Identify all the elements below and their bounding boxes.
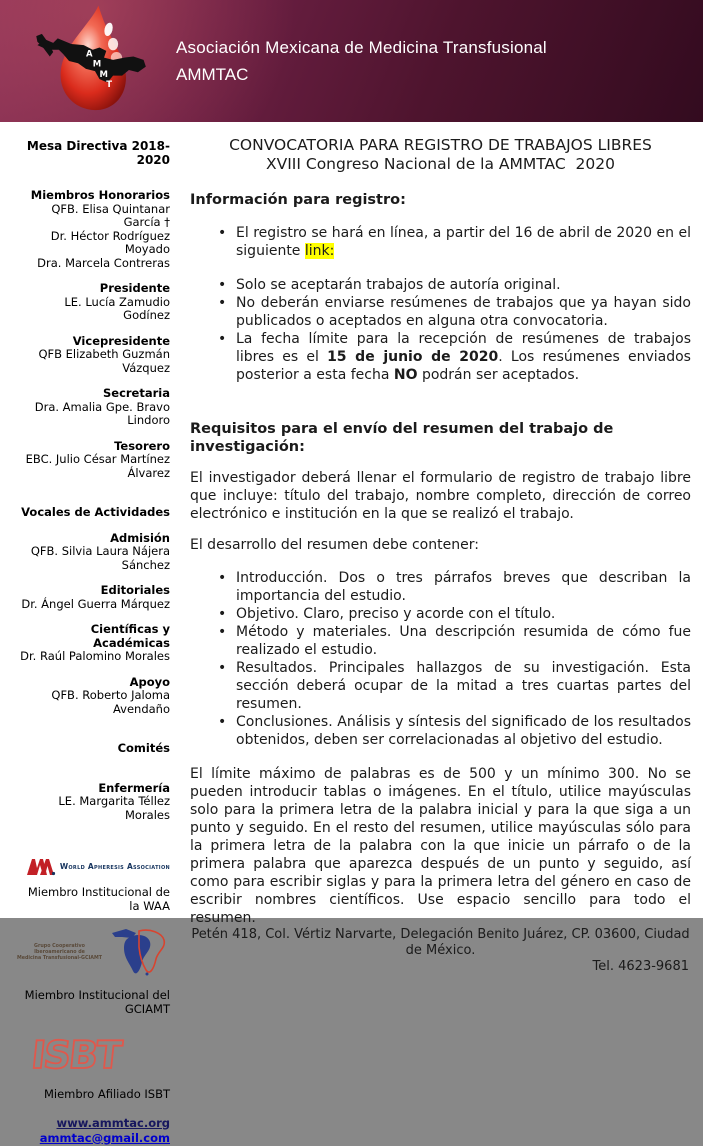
bullet-conclusiones: • Conclusiones. Análisis y síntesis del significado de los resultados obtenidos, deben ser correlacionadas al objetivo del estudio.: [218, 713, 691, 749]
header-banner: [0, 0, 703, 122]
resumen-bullet-list: [190, 569, 691, 749]
board-group-vocales: [16, 506, 170, 520]
role-label: Científicas y Académicas: [90, 622, 170, 650]
board-sidebar: [0, 122, 178, 1145]
logo-letter-a: A: [85, 48, 93, 59]
footer: [190, 927, 691, 975]
org-acronym: AMMTAC: [176, 65, 249, 84]
waa-mark-icon: [26, 858, 56, 876]
role-label: Presidente: [99, 281, 170, 295]
gciamt-text: Grupo Cooperativo Iberoamericano de Medicina Transfusional-GCIAMT: [16, 944, 103, 961]
svg-text:ISBT: ISBT: [29, 1033, 123, 1077]
board-group-apoyo: [16, 676, 170, 717]
member-name: LE. Margarita Téllez Morales: [58, 794, 170, 822]
role-label: Tesorero: [114, 438, 170, 453]
member-name: QFB Elizabeth Guzmán Vázquez: [38, 347, 170, 375]
bullet-resultados: • Resultados. Principales hallazgos de su investigación. Esta sección deberá ocupar de la mitad a tres cuartas partes del resumen.: [218, 659, 691, 713]
bullet-introduccion: • Introducción. Dos o tres párrafos breves que describan la importancia del estudio.: [218, 569, 691, 605]
member-name: Dra. Marcela Contreras: [37, 255, 170, 270]
requisitos-paragraph-1: El investigador deberá llenar el formulario de registro de trabajo libre que incluye: título del trabajo, nombre completo, dirección de correo electrónico e institución en la que se realizó el trabajo.: [190, 470, 691, 522]
role-label: Comités: [117, 741, 170, 755]
member-name: Dr. Ángel Guerra Márquez: [21, 596, 170, 611]
document-title-line2: XVIII Congreso Nacional de la AMMTAC 2020: [266, 155, 615, 173]
role-label: Miembros Honorarios: [30, 188, 170, 202]
bullet-autoria: • Solo se aceptarán trabajos de autoría original.: [218, 276, 691, 294]
board-group-cientificas: [16, 623, 170, 664]
board-group-secretaria: [16, 387, 170, 428]
no-emphasis: NO: [393, 367, 418, 383]
board-group-enfermeria: [16, 782, 170, 823]
role-label: Vicepresidente: [72, 333, 170, 348]
member-name: EBC. Julio César Martínez Álvarez: [25, 452, 170, 480]
member-name: QFB. Roberto Jaloma Avendaño: [51, 688, 170, 716]
affiliations: [16, 848, 170, 1116]
member-name: QFB. Silvia Laura Nájera Sánchez: [30, 544, 170, 572]
footer-phone: Tel. 4623-9681: [592, 959, 689, 974]
gciamt-logo: [16, 927, 170, 979]
board-group-comites: [16, 742, 170, 756]
isbt-mark-icon: [29, 1032, 136, 1078]
logo-letter-t: T: [106, 78, 113, 89]
role-label: Admisión: [110, 530, 170, 545]
member-name: Dr. Raúl Palomino Morales: [20, 649, 170, 663]
waa-name: World Apheresis Association: [59, 862, 170, 872]
link-highlight: link:: [304, 243, 335, 259]
ammtac-logo: [34, 4, 156, 122]
logo-letter-m2: M: [99, 68, 108, 79]
requisitos-heading: Requisitos para el envío del resumen del trabajo de investigación:: [190, 421, 614, 455]
info-bullet-list-1: [190, 224, 691, 260]
main-content: [178, 122, 703, 974]
member-name: QFB. Elisa Quintanar García †: [51, 201, 170, 229]
bullet-fecha-limite: • La fecha límite para la recepción de resúmenes de trabajos libres es el 15 de junio de 2020. Los resúmenes enviados posterior a esta fecha NO podrán ser aceptados.: [218, 330, 691, 384]
waa-caption: Miembro Institucional de la WAA: [27, 885, 170, 913]
board-group-tesorero: [16, 440, 170, 481]
role-label: Apoyo: [129, 674, 170, 689]
board-title: Mesa Directiva 2018-2020: [26, 139, 170, 167]
bullet-no-publicados: • No deberán enviarse resúmenes de trabajos que ya hayan sido publicados o aceptados en alguna otra convocatoria.: [218, 294, 691, 330]
blood-drop-mexico-icon: [34, 4, 156, 118]
org-name: Asociación Mexicana de Medicina Transfusional: [176, 38, 547, 57]
sidebar-links: [16, 1116, 170, 1146]
member-name: Dr. Héctor Rodríguez Moyado: [50, 228, 170, 256]
logo-letter-m1: M: [92, 58, 102, 69]
board-group-admision: [16, 532, 170, 573]
footer-address: Petén 418, Col. Vértiz Narvarte, Delegación Benito Juárez, CP. 03600, Ciudad de México.: [191, 927, 690, 958]
info-bullet-list-2: [190, 276, 691, 384]
limite-paragraph: El límite máximo de palabras es de 500 y un mínimo 300. No se pueden introducir tablas o imágenes. En el título, utilice mayúsculas solo para la primera letra de la palabra inicial y para la que siga a un punto y seguido. En el resto del resumen, utilice mayúsculas sólo para la primera letra de la palabra con la que inicie un párrafo o de la primera palabra que aparezca después de un punto y seguido, así como para escribir siglas y para la primera letra del género en caso de escribir nombres científicos. Use espacio sencillo para todo el resumen.: [190, 766, 691, 926]
member-name: LE. Lucía Zamudio Godínez: [64, 294, 170, 322]
role-label: Secretaria: [102, 386, 170, 400]
bullet-objetivo: • Objetivo. Claro, preciso y acorde con el título.: [218, 605, 691, 623]
info-heading: Información para registro:: [190, 192, 406, 208]
gciamt-caption: Miembro Institucional del GCIAMT: [24, 988, 170, 1016]
deadline-date: 15 de junio de 2020: [327, 349, 499, 365]
requisitos-paragraph-2: El desarrollo del resumen debe contener:: [190, 537, 479, 553]
board-group-editoriales: [16, 584, 170, 611]
board-group-presidente: [16, 282, 170, 323]
gciamt-map-icon: [106, 927, 170, 979]
isbt-logo: [16, 1032, 152, 1078]
role-label: Enfermería: [98, 780, 170, 795]
role-label: Vocales de Actividades: [21, 505, 170, 519]
email-link[interactable]: ammtac@gmail.com: [39, 1130, 170, 1145]
bullet-metodo: • Método y materiales. Una descripción resumida de cómo fue realizado el estudio.: [218, 623, 691, 659]
isbt-caption: Miembro Afiliado ISBT: [43, 1087, 170, 1101]
board-group-vicepresidente: [16, 335, 170, 376]
document-title-line1: CONVOCATORIA PARA REGISTRO DE TRABAJOS LIBRES: [229, 136, 652, 154]
website-link[interactable]: www.ammtac.org: [56, 1115, 170, 1130]
member-name: Dra. Amalia Gpe. Bravo Lindoro: [34, 399, 170, 427]
waa-logo: [16, 858, 170, 876]
bullet-registro: • El registro se hará en línea, a partir del 16 de abril de 2020 en el siguiente link:: [218, 224, 691, 260]
role-label: Editoriales: [100, 583, 170, 597]
board-group-honorarios: [16, 189, 170, 270]
